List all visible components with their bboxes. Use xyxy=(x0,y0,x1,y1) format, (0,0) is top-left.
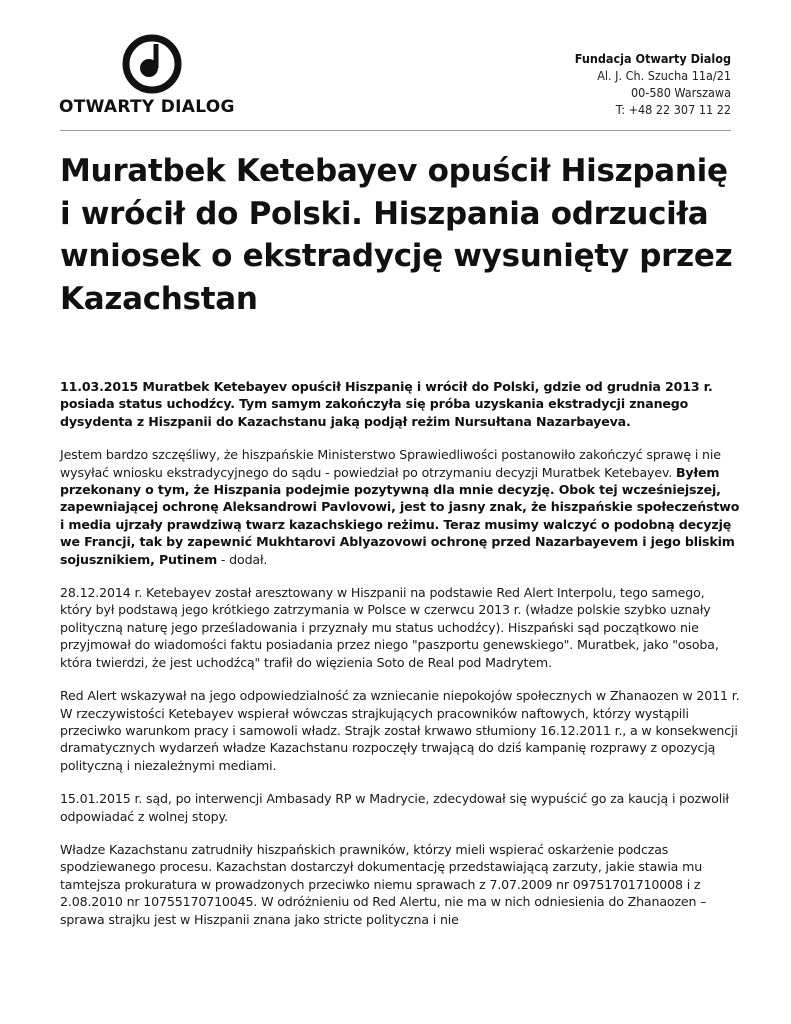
organization-address xyxy=(575,50,731,118)
quote-paragraph xyxy=(60,446,740,568)
article-title: Muratbek Ketebayev opuścił Hiszpanię i wrócił do Polski. Hiszpania odrzuciła wniosek o ekstradycję wysunięty przez Kazachstan xyxy=(60,153,733,317)
logo-music-note-icon xyxy=(122,34,182,94)
organization-name: Fundacja Otwarty Dialog xyxy=(574,51,731,66)
address-street: Al. J. Ch. Szucha 11a/21 xyxy=(597,68,731,83)
otwarty-dialog-logo xyxy=(59,34,249,124)
paragraph-arrest: 28.12.2014 r. Ketebayev został aresztowany w Hiszpanii na podstawie Red Alert Interpolu, tego samego, który był podstawą jego krótkiego zatrzymania w Polsce w czerwcu 2013 r. (władze polskie szybko uznały polityczną naturę jego prześladowania i przyznały mu status uchodźcy). Hiszpański sąd początkowo nie przyjmował do wiadomości faktu posiadania przez niego "paszportu genewskiego". Muratbek, jako "osoba, która twierdzi, że jest uchodźcą" trafił do więzienia Soto de Real pod Madrytem. xyxy=(60,585,719,670)
paragraph-bail: 15.01.2015 r. sąd, po interwencji Ambasady RP w Madrycie, zdecydował się wypuścić go za kaucją i pozwolił odpowiadać z wolnej stopy. xyxy=(60,791,729,824)
quote-part-3: Byłem przekonany o tym, że Hiszpania podejmie pozytywną dla mnie decyzję. Obok tej wcześniejszej, zapewniającej ochronę Aleksandrowi Pavlovowi, jest to jasny znak, że hiszpańskie społeczeństwo i media ujrzały prawdziwą twarz kazachskiego reżimu. Teraz musimy walczyć o podobną decyzję we Francji, tak by zapewnić Mukhtarovi Ablyazovowi ochronę przed Nazarbayevem i jego bliskim sojusznikiem, Putinem xyxy=(60,464,740,567)
quote-part-1: Jestem bardzo szczęśliwy, że hiszpańskie Ministerstwo Sprawiedliwości postanowiło zakończyć sprawę i nie wysyłać wniosku ekstradycyjnego do sądu xyxy=(60,447,721,480)
article-body xyxy=(60,378,740,944)
paragraph-kazakh-lawyers: Władze Kazachstanu zatrudniły hiszpańskich prawników, którzy mieli wspierać oskarżenie podczas spodziewanego procesu. Kazachstan dostarczył dokumentację przedstawiającą zarzuty, jakie stawia mu tamtejsza prokuratura w prowadzonych przeciwko niemu sprawach z 7.07.2009 nr 09751701710008 i z 2.08.2010 nr 10755170710045. W odróżnieniu od Red Alertu, nie ma w nich odniesienia do Zhanaozen – sprawa strajku jest w Hiszpanii znana jako stricte polityczna i nie xyxy=(60,841,707,927)
logo-text: OTWARTY DIALOG xyxy=(59,97,235,117)
quote-part-4: - dodał. xyxy=(217,551,268,567)
address-city: 00-580 Warszawa xyxy=(631,85,731,100)
paragraph-red-alert: Red Alert wskazywał na jego odpowiedzialność za wzniecanie niepokojów społecznych w Zhanaozen w 2011 r. W rzeczywistości Ketebayev wspierał wówczas strajkujących pracowników naftowych, którzy wystąpili przeciwko warunkom pracy i samowoli władz. Strajk został krwawo stłumiony 16.12.2011 r., a w konsekwencji dramatycznych wydarzeń władze Kazachstanu rozpoczęły trwającą do dziś kampanię rozprawy z opozycją polityczną i niezależnymi mediami. xyxy=(60,688,740,773)
lead-paragraph: 11.03.2015 Muratbek Ketebayev opuścił Hiszpanię i wrócił do Polski, gdzie od grudnia 2013 r. posiada status uchodźcy. Tym samym zakończyła się próba uzyskania ekstradycji znanego dysydenta z Hiszpanii do Kazachstanu jaką podjął reżim Nursułtana Nazarbayeva. xyxy=(60,379,713,429)
header-divider xyxy=(60,130,731,131)
address-phone: T: +48 22 307 11 22 xyxy=(615,102,731,117)
quote-part-2: - powiedział po otrzymaniu decyzji Muratbek Ketebayev. xyxy=(321,464,676,480)
